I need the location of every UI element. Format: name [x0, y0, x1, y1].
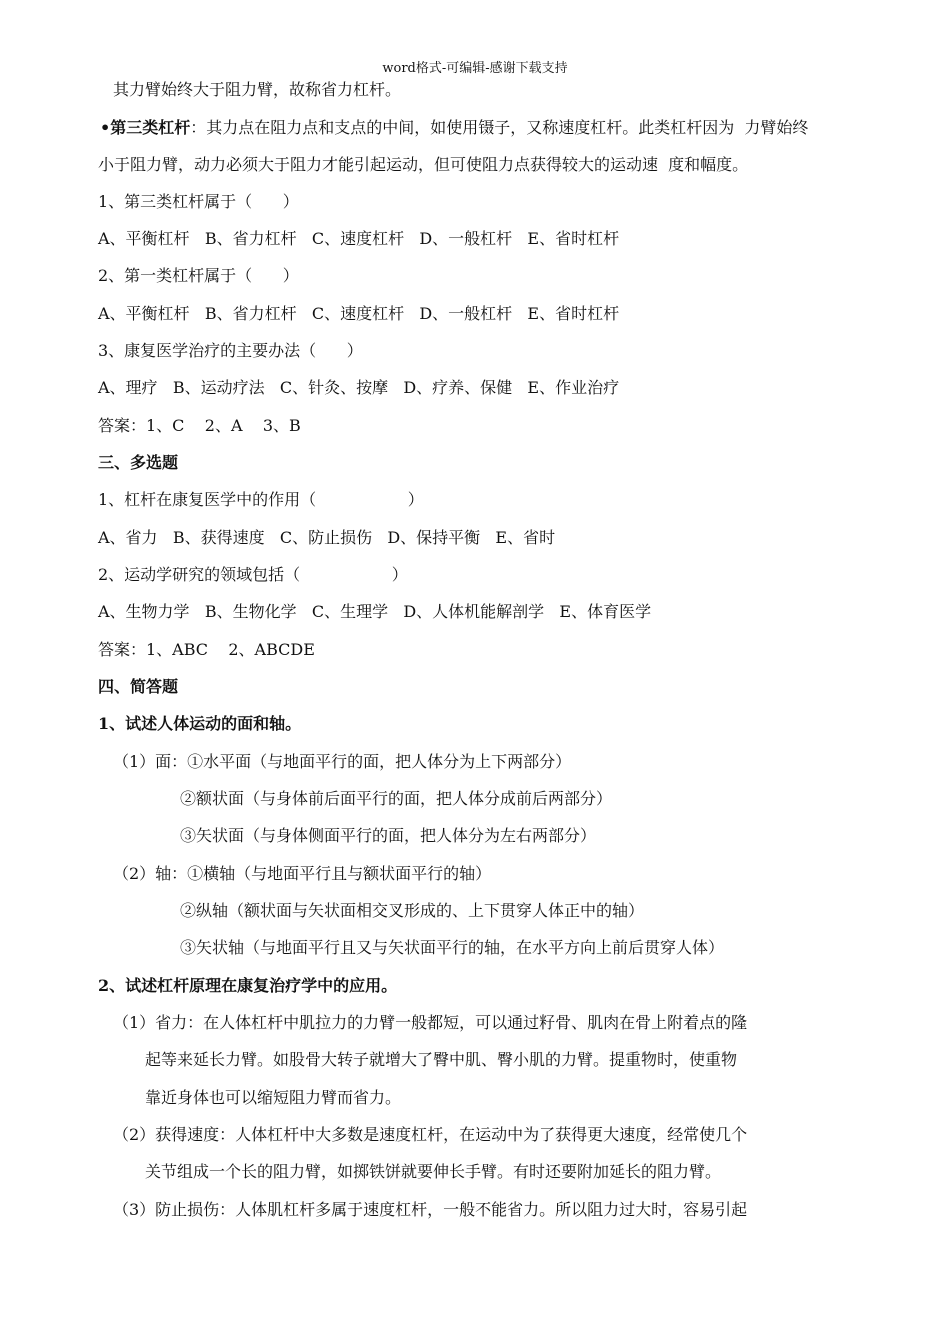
answer: 答案：1、C 2、A 3、B — [98, 416, 301, 435]
answer-continuation: 起等来延长力臂。如股骨大转子就增大了臀中肌、臀小肌的力臂。提重物时，使重物 — [145, 1050, 738, 1069]
page-header: word格式-可编辑-感谢下载支持 — [382, 61, 568, 76]
question: 3、康复医学治疗的主要办法（ ） — [98, 341, 363, 360]
question: 1、第三类杠杆属于（ ） — [98, 192, 299, 211]
answer-subitem: ②纵轴（额状面与矢状面相交叉形成的、上下贯穿人体正中的轴） — [180, 901, 645, 920]
term-label: 第三类杠杆 — [110, 118, 191, 137]
answer-subitem: ③矢状轴（与地面平行且又与矢状面平行的轴，在水平方向上前后贯穿人体） — [180, 938, 725, 957]
answer-continuation: 关节组成一个长的阻力臂，如掷铁饼就要伸长手臂。有时还要附加延长的阻力臂。 — [145, 1162, 722, 1181]
options: A、生物力学 B、生物化学 C、生理学 D、人体机能解剖学 E、体育医学 — [98, 602, 652, 621]
options: A、平衡杠杆 B、省力杠杆 C、速度杠杆 D、一般杠杆 E、省时杠杆 — [98, 304, 620, 323]
question-heading: 1、试述人体运动的面和轴。 — [98, 714, 302, 733]
answer-subitem: ③矢状面（与身体侧面平行的面，把人体分为左右两部分） — [180, 826, 597, 845]
question: 2、运动学研究的领域包括（ ） — [98, 565, 408, 584]
section-heading: 四、简答题 — [98, 677, 179, 696]
bullet-icon: • — [100, 118, 111, 137]
answer-item: （1）省力：在人体杠杆中肌拉力的力臂一般都短，可以通过籽骨、肌肉在骨上附着点的隆 — [113, 1013, 748, 1032]
answer-item: （2）轴：①横轴（与地面平行且与额状面平行的轴） — [113, 864, 492, 883]
text-line: 其力臂始终大于阻力臂，故称省力杠杆。 — [113, 80, 402, 99]
answer-continuation: 靠近身体也可以缩短阻力臂而省力。 — [145, 1088, 402, 1107]
answer-item: （1）面：①水平面（与地面平行的面，把人体分为上下两部分） — [113, 752, 572, 771]
question: 1、杠杆在康复医学中的作用（ ） — [98, 490, 424, 509]
section-heading: 三、多选题 — [98, 453, 179, 472]
text-line-bullet — [100, 118, 808, 138]
term-definition: ：其力点在阻力点和支点的中间，如使用镊子，又称速度杠杆。此类杠杆因为 力臂始终 — [190, 118, 809, 137]
options: A、理疗 B、运动疗法 C、针灸、按摩 D、疗养、保健 E、作业治疗 — [98, 378, 620, 397]
answer-item: （3）防止损伤：人体肌杠杆多属于速度杠杆，一般不能省力。所以阻力过大时，容易引起 — [113, 1200, 748, 1219]
question: 2、第一类杠杆属于（ ） — [98, 266, 299, 285]
text-line: 小于阻力臂，动力必须大于阻力才能引起运动，但可使阻力点获得较大的运动速 度和幅度。 — [98, 155, 749, 174]
options: A、省力 B、获得速度 C、防止损伤 D、保持平衡 E、省时 — [98, 528, 556, 547]
answer-subitem: ②额状面（与身体前后面平行的面，把人体分成前后两部分） — [180, 789, 613, 808]
answer-item: （2）获得速度：人体杠杆中大多数是速度杠杆，在运动中为了获得更大速度，经常使几个 — [113, 1125, 748, 1144]
answer: 答案：1、ABC 2、ABCDE — [98, 640, 315, 659]
options: A、平衡杠杆 B、省力杠杆 C、速度杠杆 D、一般杠杆 E、省时杠杆 — [98, 229, 620, 248]
question-heading: 2、试述杠杆原理在康复治疗学中的应用。 — [98, 976, 398, 995]
